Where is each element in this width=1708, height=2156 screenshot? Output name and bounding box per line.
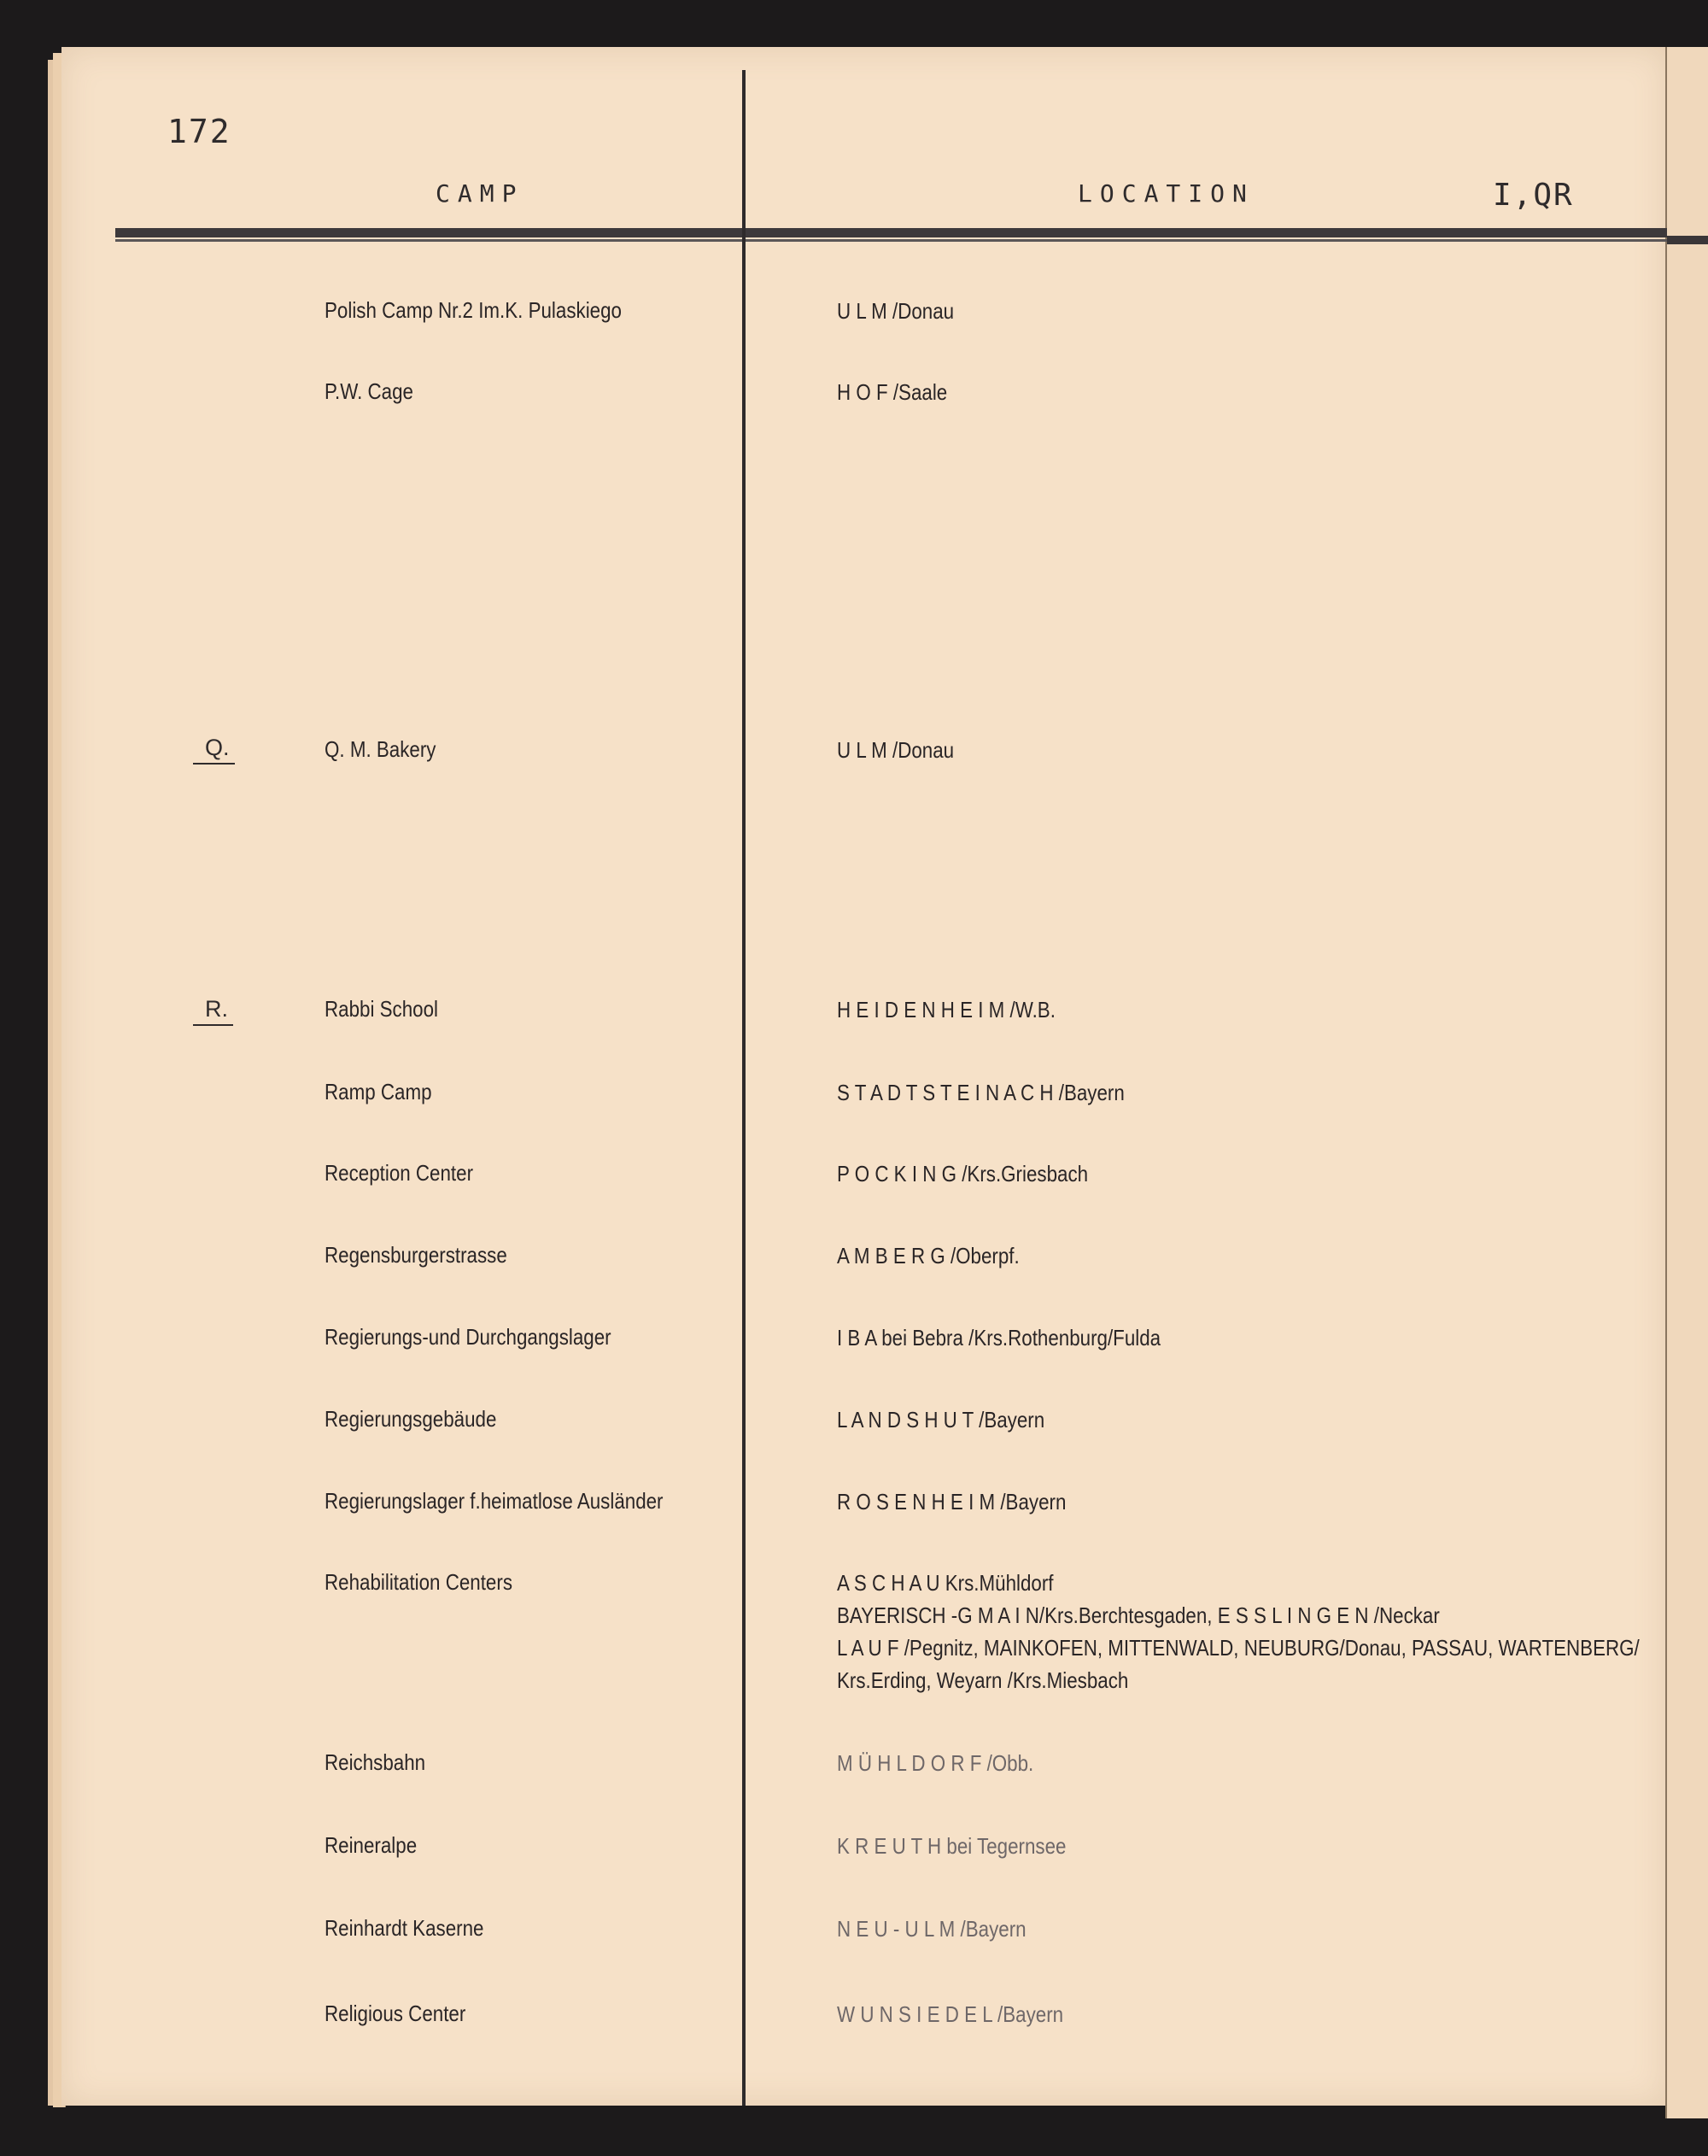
camp-name: Reineralpe — [325, 1832, 418, 1858]
camp-name: Regensburgerstrasse — [325, 1242, 507, 1268]
page-number: 172 — [167, 113, 231, 150]
camp-name: Polish Camp Nr.2 Im.K. Pulaskiego — [325, 297, 622, 323]
camp-location: N E U - U L M /Bayern — [837, 1916, 1027, 1942]
column-divider — [742, 70, 746, 2106]
camp-name: Q. M. Bakery — [325, 736, 436, 762]
camp-location: A M B E R G /Oberpf. — [837, 1243, 1020, 1268]
adjacent-page-edge — [1665, 47, 1708, 2118]
camp-location-line: L A U F /Pegnitz, MAINKOFEN, MITTENWALD, NEUBURG/Donau, PASSAU, WARTENBERG/ — [837, 1635, 1640, 1661]
camp-location: S T A D T S T E I N A C H /Bayern — [837, 1080, 1125, 1105]
camp-name: Reichsbahn — [325, 1749, 426, 1775]
header-rule-thin — [115, 239, 1667, 242]
camp-name: Regierungsgebäude — [325, 1406, 497, 1432]
camp-location: U L M /Donau — [837, 298, 955, 324]
section-letter-r: R. — [193, 996, 233, 1026]
camp-name: Rehabilitation Centers — [325, 1569, 512, 1595]
camp-name: Regierungs-und Durchgangslager — [325, 1324, 611, 1350]
camp-name: Regierungslager f.heimatlose Ausländer — [325, 1488, 664, 1514]
camp-location: R O S E N H E I M /Bayern — [837, 1489, 1067, 1514]
camp-name: Reinhardt Kaserne — [325, 1915, 484, 1941]
camp-location-line: BAYERISCH -G M A I N/Krs.Berchtesgaden, E S S L I N G E N /Neckar — [837, 1602, 1440, 1628]
camp-location: W U N S I E D E L /Bayern — [837, 2001, 1064, 2027]
camp-location: H E I D E N H E I M /W.B. — [837, 997, 1056, 1022]
camp-name: Religious Center — [325, 2001, 466, 2026]
section-letter-q: Q. — [193, 735, 235, 765]
camp-name: Ramp Camp — [325, 1079, 432, 1104]
column-header-camp: CAMP — [436, 179, 524, 208]
camp-location: H O F /Saale — [837, 379, 948, 405]
camp-location: K R E U T H bei Tegernsee — [837, 1833, 1067, 1859]
camp-location: P O C K I N G /Krs.Griesbach — [837, 1161, 1089, 1186]
camp-location: M Ü H L D O R F /Obb. — [837, 1750, 1034, 1776]
header-rule — [115, 228, 1667, 237]
camp-name: P.W. Cage — [325, 378, 414, 404]
header-code: I,QR — [1493, 178, 1574, 213]
camp-location: U L M /Donau — [837, 737, 955, 763]
camp-name: Reception Center — [325, 1160, 474, 1186]
camp-name: Rabbi School — [325, 996, 439, 1022]
camp-location-line: Krs.Erding, Weyarn /Krs.Miesbach — [837, 1667, 1129, 1693]
adjacent-page-rule — [1667, 236, 1708, 244]
camp-location: I B A bei Bebra /Krs.Rothenburg/Fulda — [837, 1325, 1161, 1350]
camp-location-line: A S C H A U Krs.Mühldorf — [837, 1570, 1054, 1596]
column-header-location: LOCATION — [1078, 179, 1255, 208]
camp-location: L A N D S H U T /Bayern — [837, 1407, 1045, 1432]
